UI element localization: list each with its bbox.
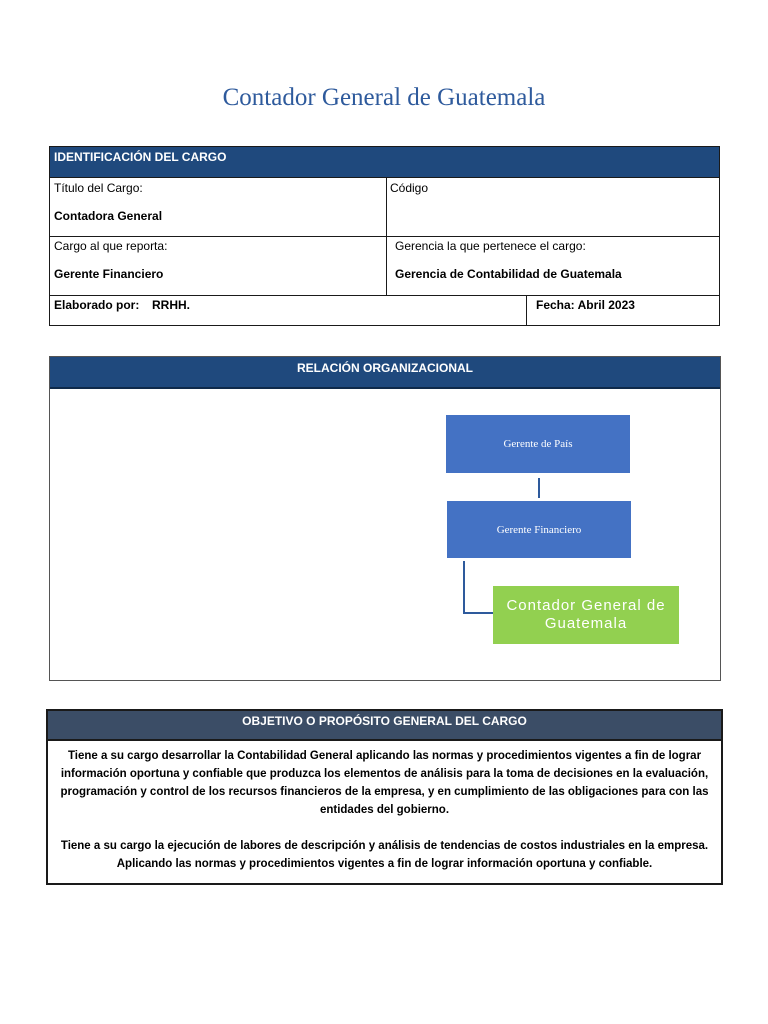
org-node-general-accountant: Contador General de Guatemala (493, 586, 679, 644)
department-value: Gerencia de Contabilidad de Guatemala (395, 267, 622, 281)
department-cell (391, 236, 720, 295)
org-relation-section (49, 356, 721, 681)
objective-paragraph: Tiene a su cargo desarrollar la Contabilidad General aplicando las normas y procedimientos vigentes a fin de lograr información oportuna y confiable que produzca los elementos de análisis para la toma de decisiones en la evaluación, programación y control de los recursos financieros de la empresa, y en cumplimiento de las obligaciones para con las entidades del gobierno. (60, 750, 709, 816)
org-connector (463, 561, 465, 614)
objective-header: OBJETIVO O PROPÓSITO GENERAL DEL CARGO (48, 711, 721, 741)
identification-header: IDENTIFICACIÓN DEL CARGO (50, 147, 719, 178)
org-node-country-manager: Gerente de País (446, 415, 630, 473)
prepared-by-value: RRHH. (152, 298, 190, 312)
job-title-value: Contadora General (54, 209, 163, 223)
objective-text (54, 747, 715, 873)
date-text: Fecha: Abril 2023 (536, 298, 635, 312)
column-divider (386, 178, 387, 295)
org-connector (538, 478, 540, 498)
org-node-finance-manager: Gerente Financiero (447, 501, 631, 558)
code-cell (386, 178, 720, 236)
prepared-by-cell (50, 295, 526, 325)
org-relation-header: RELACIÓN ORGANIZACIONAL (50, 357, 720, 389)
date-cell (532, 295, 720, 325)
job-title-label: Título del Cargo: (54, 181, 143, 195)
org-connector (463, 612, 493, 614)
document-title: Contador General de Guatemala (222, 84, 546, 111)
reports-to-cell (50, 236, 386, 295)
department-label: Gerencia la que pertenece el cargo: (395, 239, 586, 253)
reports-to-label: Cargo al que reporta: (54, 239, 168, 253)
code-label: Código (390, 181, 429, 195)
row-divider (50, 236, 719, 237)
row-divider (50, 295, 719, 296)
column-divider (526, 295, 527, 325)
identification-table (49, 146, 720, 326)
objective-paragraph: Tiene a su cargo la ejecución de labores de descripción y análisis de tendencias de costos industriales en la empresa. Aplicando las normas y procedimientos vigentes a fin de lograr información oportuna y confiable. (60, 840, 709, 870)
reports-to-value: Gerente Financiero (54, 267, 164, 281)
prepared-by-label: Elaborado por: (54, 298, 140, 312)
objective-section (46, 709, 723, 885)
job-title-cell (50, 178, 386, 236)
